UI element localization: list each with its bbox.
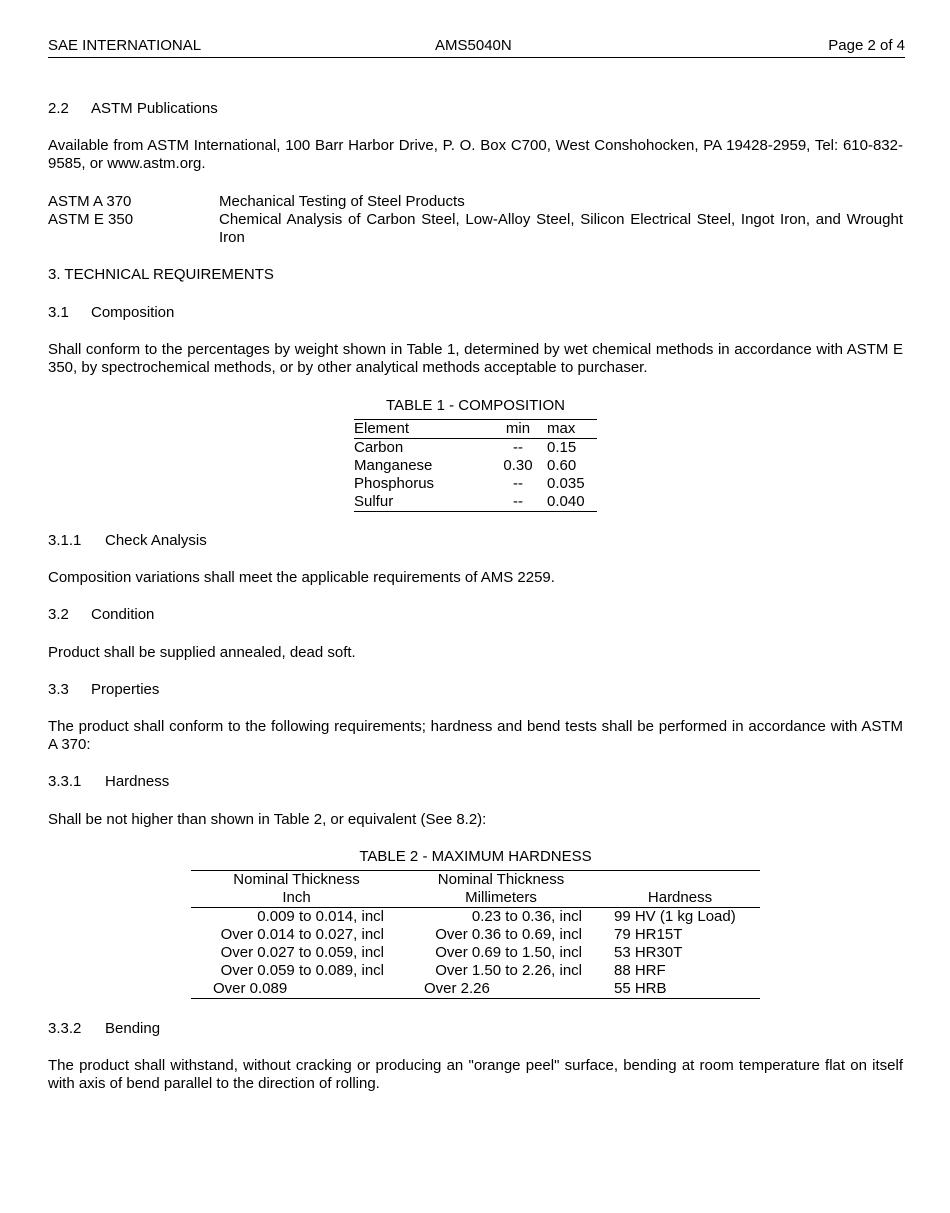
section-title: Composition [91, 304, 175, 321]
column-header-blank [600, 871, 760, 890]
header-page-number: Page 2 of 4 [828, 37, 905, 54]
section-heading-2-2 [48, 100, 218, 118]
cell-thickness-inch: Over 0.089 [213, 980, 288, 997]
table-row [354, 475, 597, 493]
cell-thickness-mm: Over 1.50 to 2.26, incl [435, 962, 582, 979]
cell-max: 0.040 [547, 493, 585, 510]
column-header-hardness: Hardness [647, 889, 713, 906]
section-number: 3.3.1 [48, 773, 82, 790]
section-heading-3-3 [48, 681, 159, 699]
cell-hardness: 53 HR30T [614, 944, 683, 961]
composition-paragraph: Shall conform to the percentages by weight shown in Table 1, determined by wet chemical methods in accordance with ASTM E 350, by spectrochemical methods, or by other analytical methods acceptable to purchaser. [48, 341, 903, 376]
section-title: Check Analysis [105, 532, 207, 549]
section-heading-3-2 [48, 606, 154, 624]
reference-description: Chemical Analysis of Carbon Steel, Low-Alloy Steel, Silicon Electrical Steel, Ingot Iron, and Wrought Iron [219, 211, 903, 246]
table-header-row [354, 420, 597, 439]
cell-max: 0.035 [547, 475, 585, 492]
section-number: 2.2 [48, 100, 69, 117]
cell-thickness-inch: 0.009 to 0.014, incl [257, 908, 384, 925]
section-heading-3-3-2 [48, 1020, 160, 1038]
section-number: 3.2 [48, 606, 69, 623]
table-header-row [191, 871, 760, 890]
section-title: Hardness [105, 773, 170, 790]
table-row [191, 944, 760, 962]
cell-hardness: 55 HRB [614, 980, 667, 997]
cell-thickness-inch: Over 0.014 to 0.027, incl [220, 926, 384, 943]
column-header-min: min [505, 420, 531, 437]
cell-hardness: 88 HRF [614, 962, 666, 979]
section-number: 3.3.2 [48, 1020, 82, 1037]
cell-thickness-inch: Over 0.059 to 0.089, incl [220, 962, 384, 979]
table-1-caption: TABLE 1 - COMPOSITION [386, 397, 565, 414]
properties-paragraph: The product shall conform to the following requirements; hardness and bend tests shall be performed in accordance with ASTM A 370: [48, 718, 903, 753]
reference-description: Mechanical Testing of Steel Products [219, 193, 465, 210]
column-header-max: max [547, 420, 576, 437]
section-heading-3: 3. TECHNICAL REQUIREMENTS [48, 266, 274, 283]
table-row [191, 962, 760, 980]
table-header-row [191, 889, 760, 908]
cell-thickness-mm: Over 0.36 to 0.69, incl [435, 926, 582, 943]
cell-min: 0.30 [503, 457, 533, 474]
check-analysis-paragraph: Composition variations shall meet the applicable requirements of AMS 2259. [48, 569, 555, 586]
reference-code: ASTM E 350 [48, 211, 134, 228]
section-title: Properties [91, 681, 160, 698]
hardness-paragraph: Shall be not higher than shown in Table 2, or equivalent (See 8.2): [48, 811, 487, 828]
composition-table [354, 419, 597, 512]
cell-min: -- [513, 493, 523, 510]
cell-thickness-mm: 0.23 to 0.36, incl [471, 908, 582, 925]
cell-min: -- [513, 439, 523, 456]
section-number: 3.1 [48, 304, 69, 321]
cell-thickness-mm: Over 2.26 [424, 980, 490, 997]
cell-thickness-inch: Over 0.027 to 0.059, incl [220, 944, 384, 961]
table-row [191, 980, 760, 999]
table-row [354, 493, 597, 512]
condition-paragraph: Product shall be supplied annealed, dead soft. [48, 644, 356, 661]
column-header-element: Element [354, 420, 410, 437]
table-2-caption: TABLE 2 - MAXIMUM HARDNESS [359, 848, 592, 865]
cell-max: 0.15 [547, 439, 577, 456]
cell-element: Sulfur [354, 493, 394, 510]
section-number: 3.3 [48, 681, 69, 698]
hardness-table [191, 870, 760, 999]
cell-max: 0.60 [547, 457, 577, 474]
column-header-thickness-mm: Nominal Thickness [437, 871, 565, 888]
reference-code: ASTM A 370 [48, 193, 132, 210]
column-header-unit-inch: Inch [282, 889, 311, 906]
column-header-thickness-inch: Nominal Thickness [233, 871, 360, 888]
section-title: Condition [91, 606, 155, 623]
section-heading-3-1-1 [48, 532, 207, 550]
table-row [191, 908, 760, 927]
table-row [354, 457, 597, 475]
cell-hardness: 99 HV (1 kg Load) [614, 908, 736, 925]
header-doc-id: AMS5040N [435, 37, 512, 54]
header-org: SAE INTERNATIONAL [48, 37, 202, 54]
column-header-unit-mm: Millimeters [465, 889, 537, 906]
cell-hardness: 79 HR15T [614, 926, 683, 943]
section-heading-3-3-1 [48, 773, 169, 791]
cell-min: -- [513, 475, 523, 492]
cell-element: Manganese [354, 457, 433, 474]
page-header [48, 37, 905, 58]
cell-element: Carbon [354, 439, 404, 456]
table-row [191, 926, 760, 944]
section-heading-3-1 [48, 304, 174, 322]
cell-thickness-mm: Over 0.69 to 1.50, incl [435, 944, 582, 961]
table-row [354, 439, 597, 458]
section-title: Bending [105, 1020, 161, 1037]
bending-paragraph: The product shall withstand, without cracking or producing an "orange peel" surface, bending at room temperature flat on itself with axis of bend parallel to the direction of rolling. [48, 1057, 903, 1092]
section-title: ASTM Publications [91, 100, 218, 117]
cell-element: Phosphorus [354, 475, 435, 492]
section-number: 3.1.1 [48, 532, 82, 549]
astm-availability-paragraph: Available from ASTM International, 100 Barr Harbor Drive, P. O. Box C700, West Conshohocken, PA 19428-2959, Tel: 610-832-9585, or www.astm.org. [48, 137, 903, 172]
